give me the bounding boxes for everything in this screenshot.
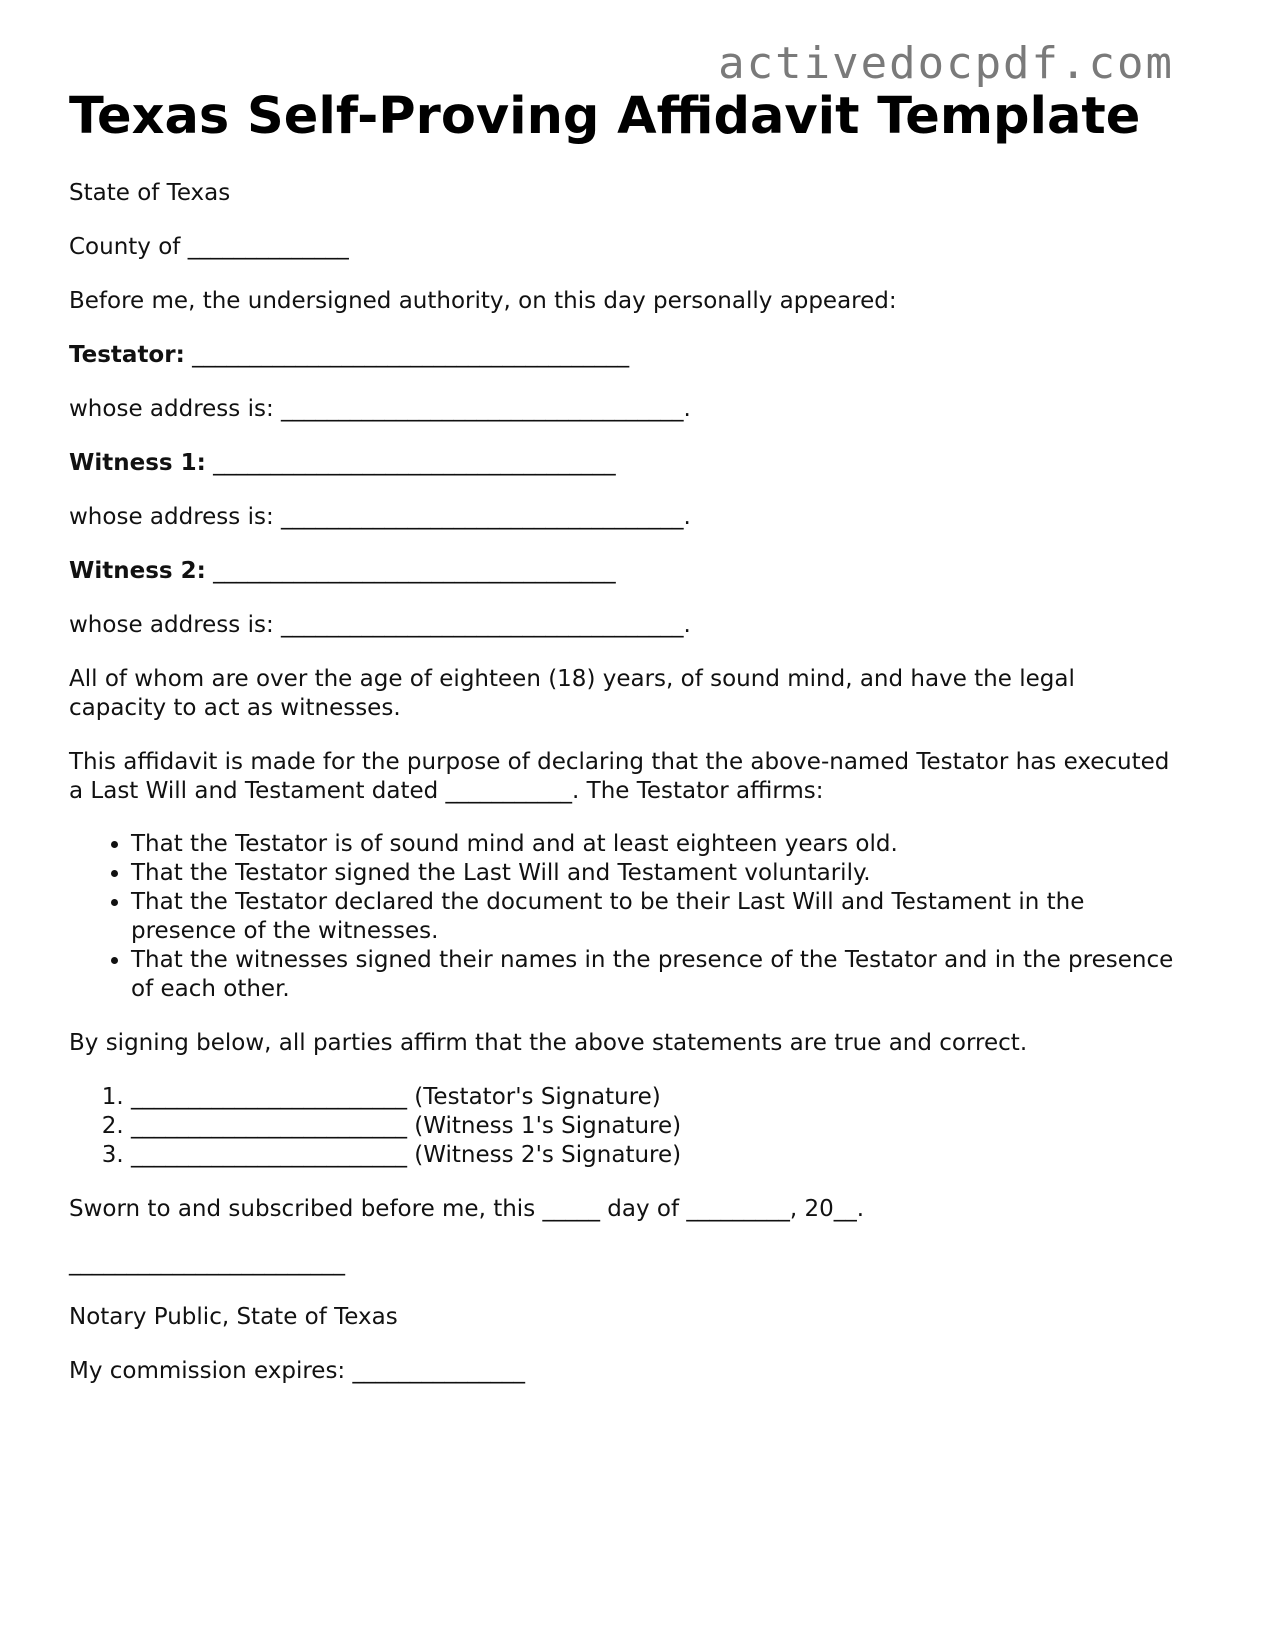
watermark: activedocpdf.com (718, 38, 1174, 89)
witness1-line (69, 449, 1179, 478)
witness1-blank: ___________________________________ (213, 449, 616, 476)
witness2-label: Witness 2: (69, 557, 206, 584)
signature-list (69, 1083, 1179, 1170)
affirmation-item: • That the Testator signed the Last Will and Testament voluntarily. (131, 859, 1179, 888)
witness2-address-line: whose address is: ___________________________________. (69, 611, 691, 638)
signing-statement: By signing below, all parties affirm that the above statements are true and correct. (69, 1029, 1028, 1056)
signature-item-witness1: 2. ________________________ (Witness 1's Signature) (131, 1112, 1179, 1141)
testator-blank: ______________________________________ (192, 341, 630, 368)
page-title: Texas Self-Proving Affidavit Template (69, 87, 1141, 146)
affirmations-list (69, 830, 1179, 1004)
signature-item-witness2: 3. ________________________ (Witness 2's Signature) (131, 1141, 1179, 1170)
commission-line: My commission expires: _______________ (69, 1357, 525, 1384)
affirmation-item: • That the Testator declared the document to be their Last Will and Testament in the presence of the witnesses. (131, 888, 1179, 946)
witness1-address-line: whose address is: ___________________________________. (69, 503, 691, 530)
state-line: State of Texas (69, 179, 231, 206)
notary-signature-line: ________________________ (69, 1249, 345, 1276)
purpose-statement: This affidavit is made for the purpose of declaring that the above-named Testator has executed a Last Will and Testament dated ___________. The Testator affirms: (69, 748, 1170, 804)
testator-label: Testator: (69, 341, 185, 368)
affirmation-item: • That the Testator is of sound mind and at least eighteen years old. (131, 830, 1179, 859)
testator-address-line: whose address is: ___________________________________. (69, 395, 691, 422)
witness2-blank: ___________________________________ (213, 557, 616, 584)
testator-line (69, 341, 1179, 370)
signature-item-testator: 1. ________________________ (Testator's Signature) (131, 1083, 1179, 1112)
sworn-line: Sworn to and subscribed before me, this _____ day of _________, 20__. (69, 1195, 865, 1222)
notary-title: Notary Public, State of Texas (69, 1303, 398, 1330)
intro-text: Before me, the undersigned authority, on this day personally appeared: (69, 287, 897, 314)
county-line: County of ______________ (69, 233, 349, 260)
witness2-line (69, 557, 1179, 586)
document-page (69, 88, 1179, 1411)
witness1-label: Witness 1: (69, 449, 206, 476)
affirmation-item: • That the witnesses signed their names in the presence of the Testator and in the presence of each other. (131, 946, 1179, 1004)
age-statement: All of whom are over the age of eighteen (18) years, of sound mind, and have the legal capacity to act as witnesses. (69, 665, 1075, 721)
